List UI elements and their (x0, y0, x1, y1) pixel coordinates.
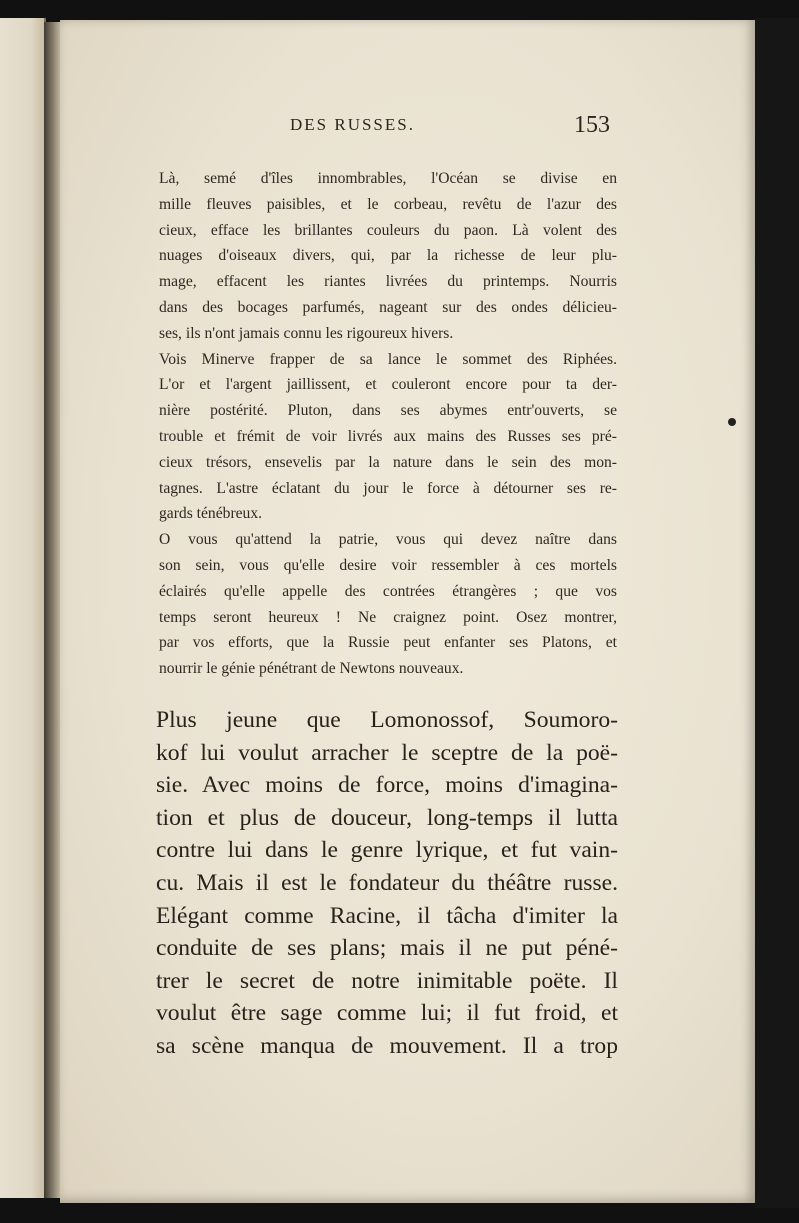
text-line: contre lui dans le genre lyrique, et fut vain- (156, 837, 618, 864)
text-line: Plus jeune que Lomonossof, Soumoro- (156, 707, 618, 733)
text-line: voulut être sage comme lui; il fut froid, et (156, 1000, 618, 1027)
text-line: Vois Minerve frapper de sa lance le sommet des Riphées. (159, 350, 617, 368)
quoted-passage (131, 166, 617, 682)
text-line: son sein, vous qu'elle desire voir ressembler à ces mortels (159, 556, 617, 574)
text-line: mille fleuves paisibles, et le corbeau, revêtu de l'azur des (159, 195, 617, 213)
text-line: cieux trésors, ensevelis par la nature dans le sein des mon- (159, 453, 617, 471)
text-line: ses, ils n'ont jamais connu les rigoureux hivers. (159, 324, 454, 342)
text-line: Là, semé d'îles innombrables, l'Océan se divise en (159, 170, 617, 187)
body-paragraph (130, 704, 618, 1063)
text-line: trouble et frémit de voir livrés aux mains des Russes ses pré- (159, 427, 617, 445)
text-line: nière postérité. Pluton, dans ses abymes entr'ouverts, se (159, 402, 617, 420)
text-line: mage, effacent les riantes livrées du printemps. Nourris (159, 273, 617, 291)
scan-background (755, 18, 799, 1208)
text-line: éclairés qu'elle appelle des contrées étrangères ; que vos (159, 582, 617, 600)
text-line: O vous qu'attend la patrie, vous qui devez naître dans (159, 531, 617, 549)
page-number: 153 (574, 112, 610, 138)
text-line: trer le secret de notre inimitable poëte. Il (156, 967, 618, 994)
quote-paragraph-3 (131, 527, 617, 682)
book-page (60, 20, 755, 1203)
text-line: cu. Mais il est le fondateur du théâtre russe. (156, 869, 618, 896)
text-line: nourrir le génie pénétrant de Newtons nouveaux. (159, 660, 464, 678)
facing-page-edge (0, 18, 46, 1198)
text-line: nuages d'oiseaux divers, qui, par la richesse de leur plu- (159, 247, 617, 265)
quote-paragraph-2 (131, 347, 617, 528)
text-line: dans des bocages parfumés, nageant sur des ondes délicieu- (159, 298, 617, 316)
text-line: L'or et l'argent jaillissent, et couleront encore pour ta der- (159, 376, 617, 394)
text-line: tion et plus de douceur, long-temps il lutta (156, 804, 618, 831)
text-line: temps seront heureux ! Ne craignez point. Osez montrer, (159, 608, 617, 626)
quote-paragraph-1 (131, 166, 617, 347)
paper-speck (728, 418, 736, 426)
text-line: tagnes. L'astre éclatant du jour le force à détourner ses re- (159, 479, 617, 497)
text-line: gards ténébreux. (159, 505, 263, 523)
text-line: cieux, efface les brillantes couleurs du paon. Là volent des (159, 221, 617, 239)
text-line: sa scène manqua de mouvement. Il a trop (156, 1032, 618, 1059)
text-line: par vos efforts, que la Russie peut enfanter ses Platons, et (159, 634, 617, 652)
text-line: Elégant comme Racine, il tâcha d'imiter la (156, 902, 618, 929)
text-line: sie. Avec moins de force, moins d'imagina- (156, 772, 618, 799)
text-line: conduite de ses plans; mais il ne put péné- (156, 935, 618, 962)
text-line: kof lui voulut arracher le sceptre de la poë- (156, 739, 618, 766)
running-head: DES RUSSES. (290, 115, 415, 134)
